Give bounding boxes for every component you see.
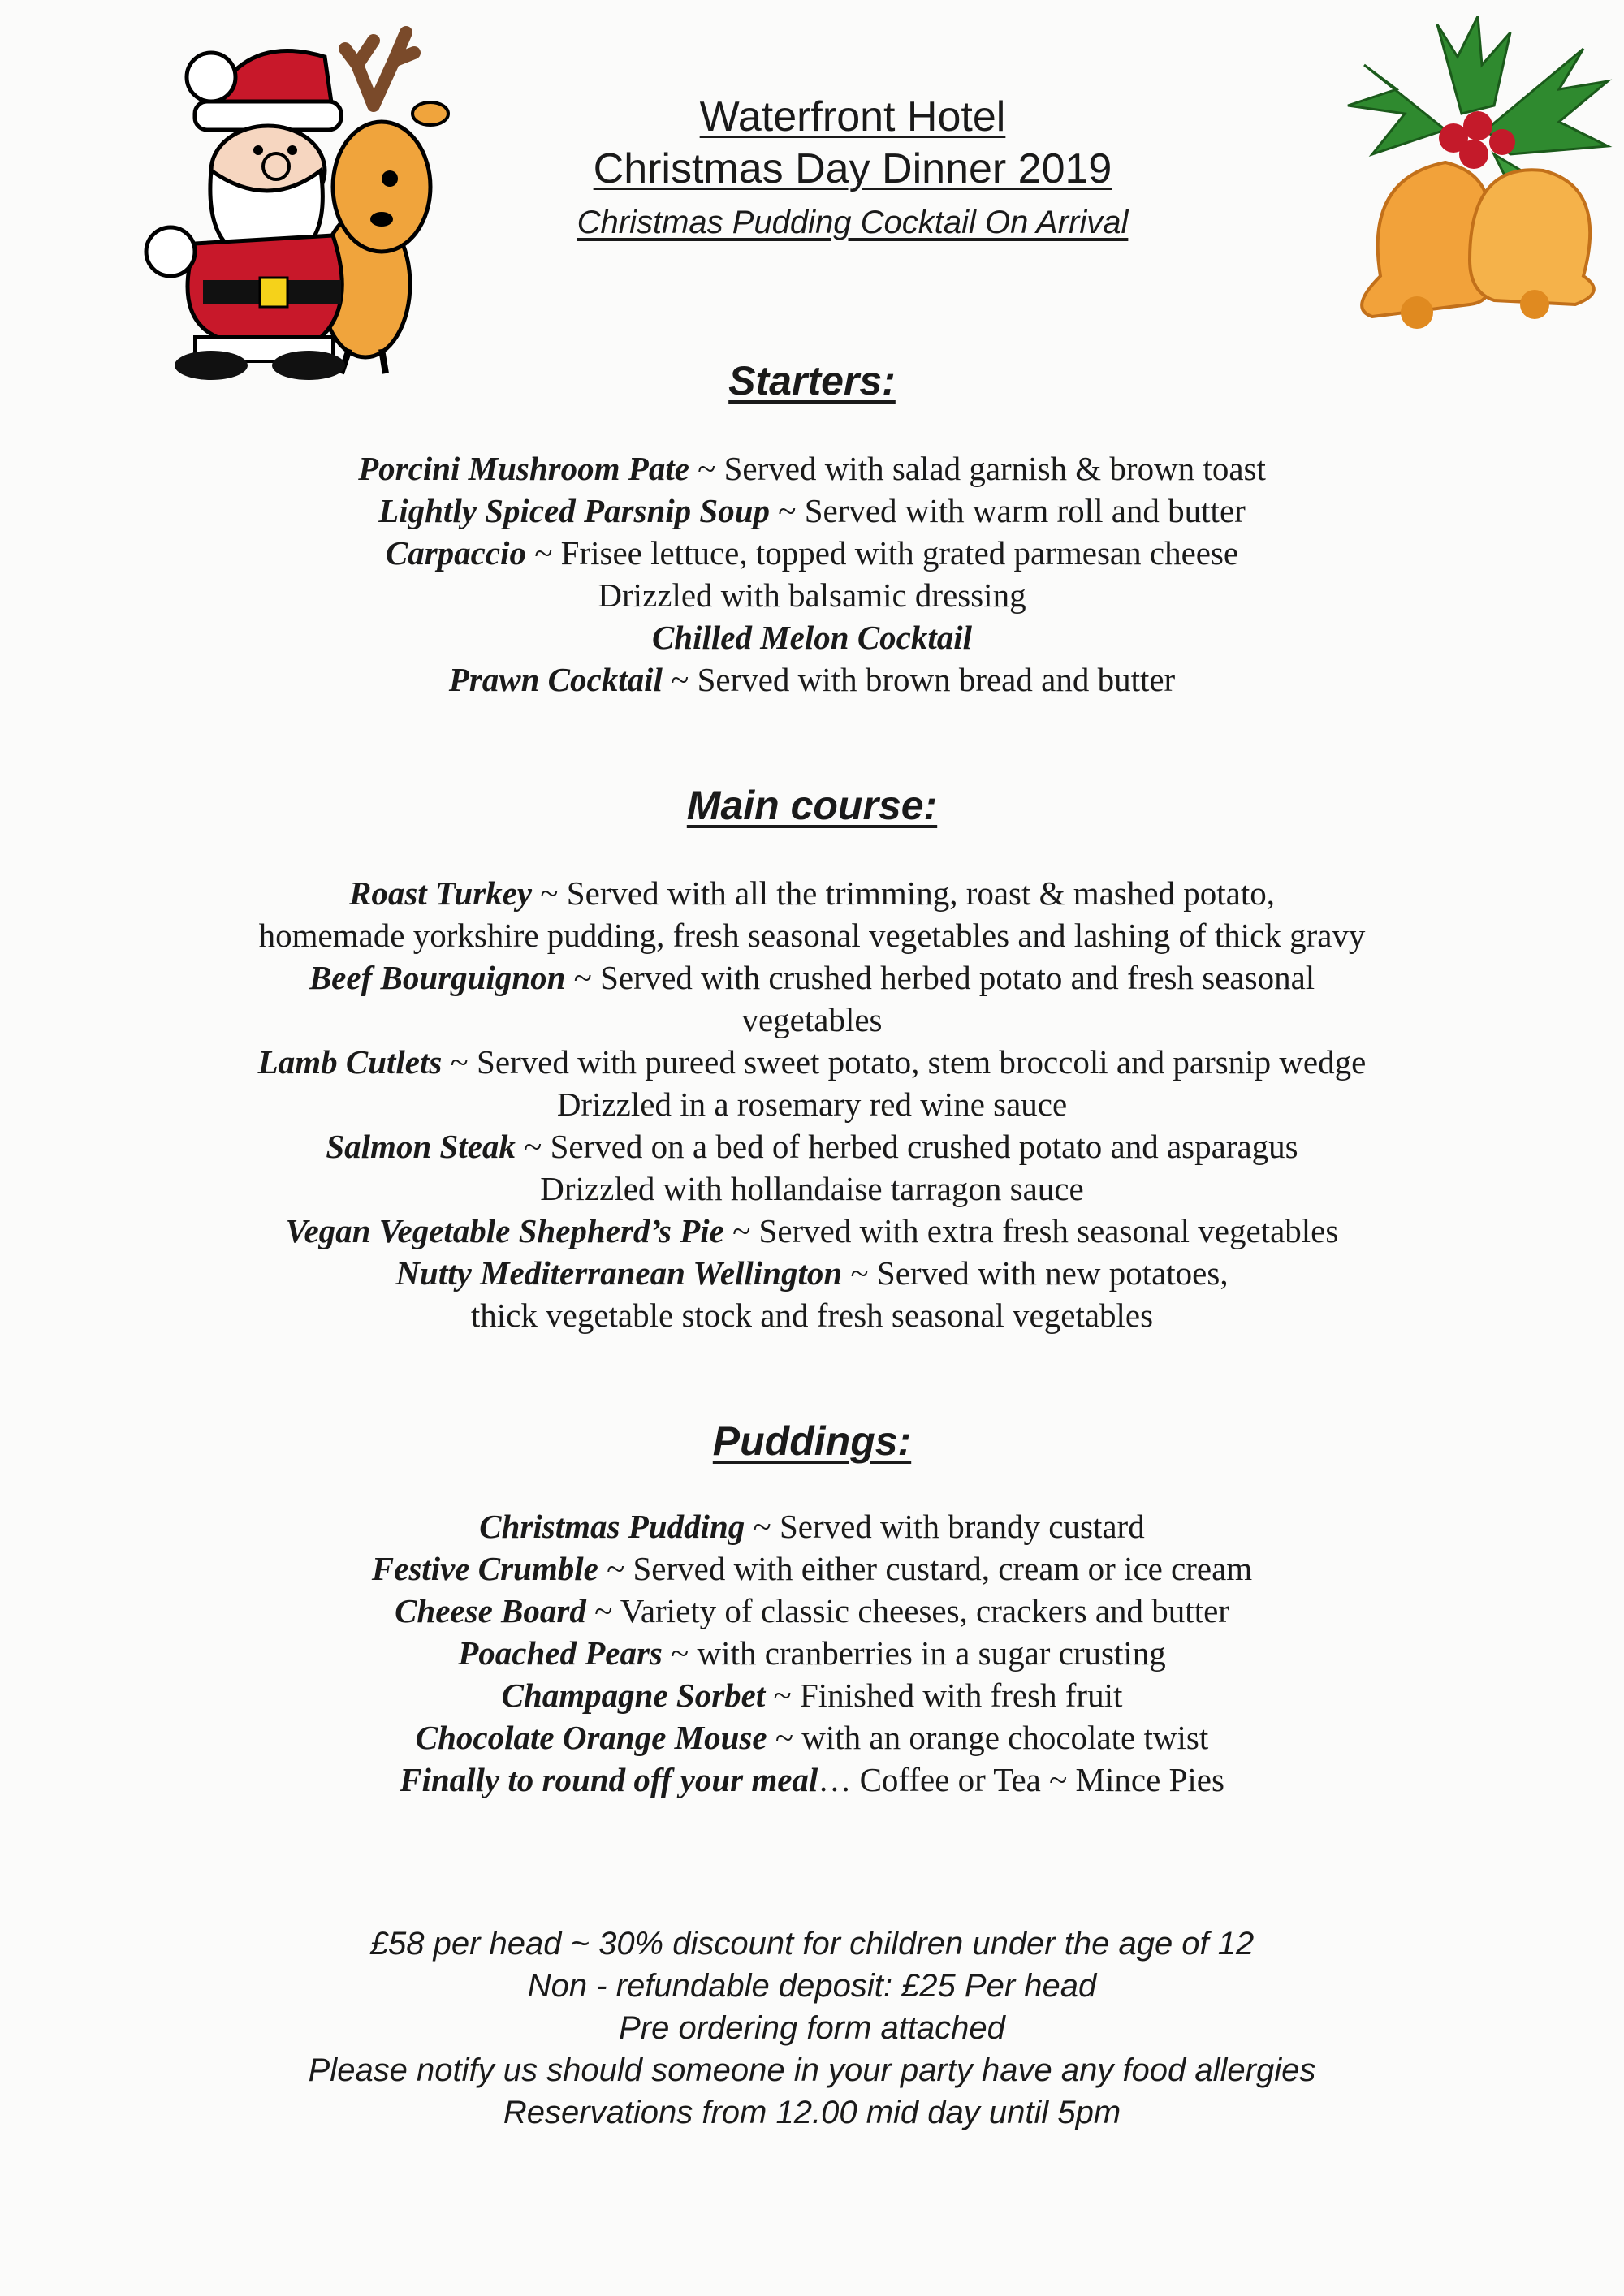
separator: ~ xyxy=(662,1634,698,1672)
dish-name: Carpaccio xyxy=(385,534,526,572)
dish-name: Champagne Sorbet xyxy=(501,1677,766,1714)
dish-name: Salmon Steak xyxy=(326,1128,516,1165)
separator: ~ xyxy=(585,1592,620,1629)
dish-name: Nutty Mediterranean Wellington xyxy=(395,1254,843,1292)
dish-name: Poached Pears xyxy=(458,1634,663,1672)
starters-title: Starters: xyxy=(728,358,896,404)
dish-name: Roast Turkey xyxy=(348,874,533,912)
menu-header xyxy=(487,91,1218,241)
dish-description: homemade yorkshire pudding, fresh seasonal vegetables and lashing of thick gravy xyxy=(258,917,1366,954)
starter-item xyxy=(0,616,1624,658)
separator: ~ xyxy=(765,1677,800,1714)
footer-line: Non - refundable deposit: £25 Per head xyxy=(527,1968,1097,2004)
dish-description: Drizzled in a rosemary red wine sauce xyxy=(556,1085,1068,1123)
christmas-bells-holly-icon xyxy=(1315,16,1624,333)
main-course-item xyxy=(0,956,1624,999)
separator: ~ xyxy=(515,1128,551,1165)
dish-description: Served with salad garnish & brown toast xyxy=(723,450,1266,487)
pricing-info xyxy=(0,1923,1624,2134)
separator: ~ xyxy=(442,1043,477,1081)
footer-line: Pre ordering form attached xyxy=(619,2010,1005,2046)
dish-name: Prawn Cocktail xyxy=(448,661,663,698)
dish-description: Frisee lettuce, topped with grated parmesan cheese xyxy=(560,534,1239,572)
pudding-item xyxy=(0,1716,1624,1759)
dish-name: Porcini Mushroom Pate xyxy=(358,450,689,487)
dish-description: Served with all the trimming, roast & mashed potato, xyxy=(566,874,1276,912)
dish-description: Variety of classic cheeses, crackers and butter xyxy=(620,1592,1229,1629)
dish-name: Lamb Cutlets xyxy=(257,1043,443,1081)
footer-line: £58 per head ~ 30% discount for children under the age of 12 xyxy=(369,1926,1255,1962)
dish-name: Beef Bourguignon xyxy=(309,959,566,996)
pudding-item xyxy=(0,1590,1624,1632)
puddings-title: Puddings: xyxy=(712,1418,912,1464)
dish-name: Christmas Pudding xyxy=(479,1508,745,1545)
dish-name: Finally to round off your meal xyxy=(400,1761,818,1798)
main-course-list xyxy=(0,872,1624,1336)
separator: ~ xyxy=(532,874,567,912)
starter-item xyxy=(0,658,1624,701)
dish-name: Chilled Melon Cocktail xyxy=(651,619,973,656)
dish-name: Cheese Board xyxy=(395,1592,586,1629)
dish-description: Served with new potatoes, xyxy=(876,1254,1229,1292)
separator: ~ xyxy=(745,1508,780,1545)
main-course-item xyxy=(0,1210,1624,1252)
dish-name: Vegan Vegetable Shepherd’s Pie xyxy=(285,1212,724,1249)
dish-name: Lightly Spiced Parsnip Soup xyxy=(378,492,770,529)
dish-description: Drizzled with hollandaise tarragon sauce xyxy=(540,1170,1084,1207)
main-course-item xyxy=(0,872,1624,914)
separator: ~ xyxy=(770,492,805,529)
main-course-item xyxy=(0,1041,1624,1083)
dish-description: Served with warm roll and butter xyxy=(804,492,1246,529)
separator: ~ xyxy=(689,450,724,487)
pudding-item xyxy=(0,1674,1624,1716)
separator: ~ xyxy=(662,661,698,698)
santa-reindeer-icon xyxy=(114,16,487,382)
main-course-item xyxy=(0,1083,1624,1125)
main-course-title: Main course: xyxy=(686,783,938,828)
dish-description: Served with extra fresh seasonal vegetables xyxy=(758,1212,1339,1249)
starter-item xyxy=(0,447,1624,490)
footer-line: Please notify us should someone in your party have any food allergies xyxy=(308,2052,1316,2088)
dish-name: Festive Crumble xyxy=(371,1550,598,1587)
footer-line: Reservations from 12.00 mid day until 5pm xyxy=(503,2095,1121,2130)
event-title: Christmas Day Dinner 2019 xyxy=(593,145,1112,192)
dish-description: thick vegetable stock and fresh seasonal vegetables xyxy=(470,1297,1154,1334)
puddings-list xyxy=(0,1505,1624,1801)
main-course-item xyxy=(0,1167,1624,1210)
dish-description: Served on a bed of herbed crushed potato and asparagus xyxy=(550,1128,1298,1165)
dish-description: Served with brandy custard xyxy=(779,1508,1145,1545)
dish-description: Served with either custard, cream or ice cream xyxy=(633,1550,1253,1587)
dish-description: Coffee or Tea ~ Mince Pies xyxy=(859,1761,1224,1798)
dish-name: Chocolate Orange Mouse xyxy=(415,1719,767,1756)
separator: ~ xyxy=(525,534,561,572)
pudding-item xyxy=(0,1505,1624,1547)
main-course-item xyxy=(0,999,1624,1041)
separator: ~ xyxy=(767,1719,802,1756)
separator: ~ xyxy=(598,1550,633,1587)
dish-description: Drizzled with balsamic dressing xyxy=(598,576,1026,614)
starter-item xyxy=(0,574,1624,616)
dish-description: with an orange chocolate twist xyxy=(801,1719,1209,1756)
main-course-item xyxy=(0,914,1624,956)
pudding-item xyxy=(0,1632,1624,1674)
dish-description: Served with pureed sweet potato, stem broccoli and parsnip wedge xyxy=(477,1043,1367,1081)
dish-description: vegetables xyxy=(741,1001,883,1038)
separator: ~ xyxy=(842,1254,877,1292)
dish-description: Served with crushed herbed potato and fresh seasonal xyxy=(600,959,1315,996)
main-course-item xyxy=(0,1252,1624,1294)
starter-item xyxy=(0,490,1624,532)
separator: ~ xyxy=(723,1212,759,1249)
pudding-item xyxy=(0,1547,1624,1590)
dish-description: with cranberries in a sugar crusting xyxy=(697,1634,1166,1672)
main-course-item xyxy=(0,1125,1624,1167)
main-course-item xyxy=(0,1294,1624,1336)
separator: ~ xyxy=(565,959,601,996)
arrival-cocktail: Christmas Pudding Cocktail On Arrival xyxy=(577,205,1129,240)
pudding-item xyxy=(0,1759,1624,1801)
separator: … xyxy=(818,1761,860,1798)
dish-description: Served with brown bread and butter xyxy=(697,661,1176,698)
dish-description: Finished with fresh fruit xyxy=(799,1677,1123,1714)
starter-item xyxy=(0,532,1624,574)
hotel-name: Waterfront Hotel xyxy=(699,93,1006,140)
starters-list xyxy=(0,447,1624,701)
